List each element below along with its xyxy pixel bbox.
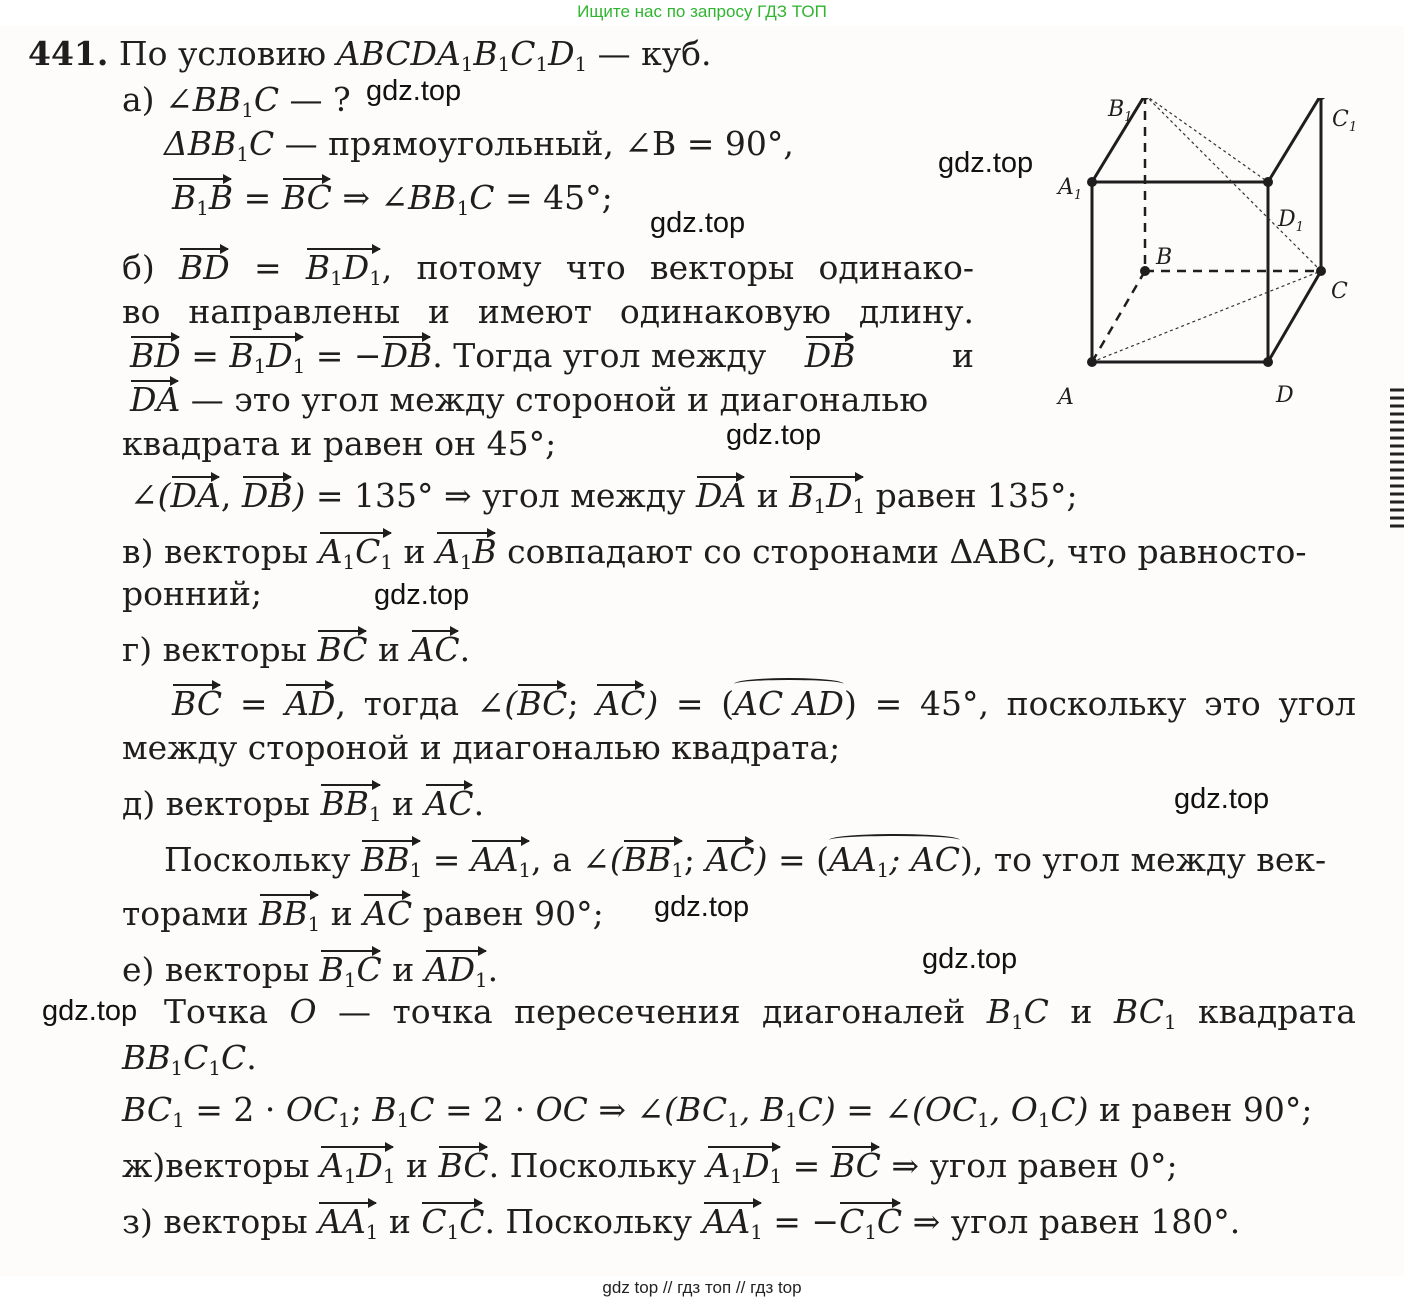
part-zh-line: ж)векторы $A_1D_1$ и BC. Поскольку $A_1D_1$ = BC ⇒ угол равен 0°; [122,1146,1178,1188]
part-d-line2: Поскольку $BB_1 = AA_1$, а $\angle(BB_1$; $AC) = (AA_1$; AC), то угол между век- [164,840,1327,882]
part-e-line3: $BB_1C_1C$. [122,1038,257,1080]
part-zh-label: ж)векторы [122,1146,310,1185]
part-g-line1: г) векторы BC и AC. [122,630,471,669]
part-d-eq: равен 90°; [412,894,604,933]
label-c1: C [1332,107,1349,132]
part-a-label: а) [122,80,155,119]
part-e-line1: е) векторы $B_1C$ и $AD_1$. [122,950,499,992]
svg-text:A1: $A_1$ [1058,175,1083,203]
diag-b1d1 [1145,98,1268,182]
bottom-footer: gdz top // гдз топ // гдз top [602,1278,802,1297]
part-b-text6-mid: угол между [471,476,696,515]
part-g-because: поскольку это угол [1006,684,1356,723]
part-z-label: з) векторы [122,1202,308,1241]
part-d-tors: торами [122,894,249,933]
part-z-since: . Поскольку [484,1202,693,1241]
part-b-then: . Тогда угол между [432,336,767,375]
svg-text:D1: $D_1$ [1278,207,1304,235]
part-a-right: $\Delta BB_1C$ — прямоугольный, ∠B = 90°, [164,124,794,166]
part-zh-eq: угол равен 0°; [919,1146,1178,1185]
watermark: gdz.top [650,207,746,239]
part-e-line4: $BC_1 = 2 \cdot OC_1$; $B_1C = 2$ · OC ⇒ $\angle(BC_1$, $B_1C$) = $\angle(OC_1$, $O_1C$) и равен 90°; [122,1090,1313,1132]
label-a: A [1058,385,1074,410]
label-b: B [1156,245,1173,270]
part-e-point: Точка [164,992,290,1031]
part-b-label: б) [122,248,155,287]
label-a1: A [1058,175,1074,200]
watermark: gdz.top [922,943,1018,975]
label-c: C [1331,279,1348,304]
intro-cube: — куб. [587,34,712,73]
part-d-line1: д) векторы $BB_1$ и AC. [122,784,485,826]
part-v-line1: в) векторы $A_1C_1$ и $A_1B$ совпадают со сторонами ΔABC, что равносто- [122,532,1307,574]
edge-d1c1 [1268,98,1321,182]
part-b-line5: квадрата и равен он 45°; [122,424,557,463]
label-d1: D [1278,207,1296,232]
part-zh-since: . Поскольку [488,1146,697,1185]
part-e-and-eq: и равен 90°; [1088,1090,1313,1129]
problem-number: 441. [28,34,109,73]
part-a-right-text: — прямоугольный, ∠B = 90°, [274,124,794,163]
page-edge-marks [1390,386,1404,536]
part-a-q: — ? [279,80,351,119]
watermark: gdz.top [366,75,462,107]
part-g-line2: BC = AD, тогда ∠(BC; AC) = (AC AD) = 45°, поскольку это угол [172,684,1356,723]
part-b-line3: BD = $B_1D_1 = -DB$. Тогда угол между DB и [130,336,974,378]
cube-figure [1050,98,1390,418]
part-a-question: а) $\angle BB_1C$ — ? [122,80,351,122]
watermark: gdz.top [1174,783,1270,815]
svg-text:B1: $B_1$ [1108,98,1133,125]
part-e-point2: — точка пересечения диагоналей [316,992,966,1031]
part-v-line2: ронний; [122,574,263,613]
part-b-line1: б) BD = $B_1D_1$, потому что векторы одинако- [122,248,974,290]
part-z-line: з) векторы $AA_1$ и $C_1C$. Поскольку $AA_1 = -C_1C$ ⇒ угол равен 180°. [122,1202,1241,1244]
part-z-eq: угол равен 180°. [940,1202,1241,1241]
label-b1: B [1108,98,1125,122]
edge-dc [1268,271,1321,362]
watermark: gdz.top [938,147,1034,179]
part-b-line4: DA — это угол между стороной и диагональю [130,380,929,419]
part-e-square: квадрата [1198,992,1356,1031]
intro-text: По условию [118,34,337,73]
part-a-vectors: $B_1B$ = BC ⇒ $\angle BB_1C = 45^\circ$; [172,178,613,220]
part-g-then: тогда [363,684,460,723]
part-d-then: , то угол между век- [972,840,1327,879]
watermark: gdz.top [726,419,822,451]
part-b-text4: — это угол между стороной и диагональю [180,380,929,419]
part-d-line3: торами $BB_1$ и AC равен 90°; [122,894,604,936]
top-banner: Ищите нас по запросу ГДЗ ТОП [577,2,827,21]
textbook-page [0,26,1404,1276]
part-d-since: Поскольку [164,840,351,879]
part-v-label: в) векторы [122,532,309,571]
watermark: gdz.top [42,995,138,1027]
part-d-a: , а [531,840,583,879]
watermark: gdz.top [654,891,750,923]
part-e-line2: Точка O — точка пересечения диагоналей $B_1C$ и $BC_1$ квадрата [164,992,1356,1034]
diag-ac [1092,271,1321,362]
edge-ab-hidden [1092,271,1145,362]
part-b-line2: во направлены и имеют одинаковую длину. [122,292,974,331]
svg-text:C1: $C_1$ [1332,107,1358,135]
part-b-line6: ∠(DA, DB) = 135° ⇒ угол между DA и $B_1D_1$ равен 135°; [130,476,1078,518]
problem-heading: 441. По условию $ABCDA_1B_1C_1D_1$ — куб. [28,34,712,76]
label-d: D [1276,383,1294,408]
part-b-text1: , потому что векторы одинако- [381,248,974,287]
part-g-line3: между стороной и диагональю квадрата; [122,728,841,767]
watermark: gdz.top [374,579,470,611]
part-e-label: е) векторы [122,950,310,989]
part-v-text: совпадают со сторонами ΔABC, что равносто- [496,532,1307,571]
part-b-text6-end: равен 135°; [865,476,1078,515]
part-g-label: г) векторы [122,630,307,669]
part-d-label: д) векторы [122,784,310,823]
part-b-and: и [952,336,974,375]
